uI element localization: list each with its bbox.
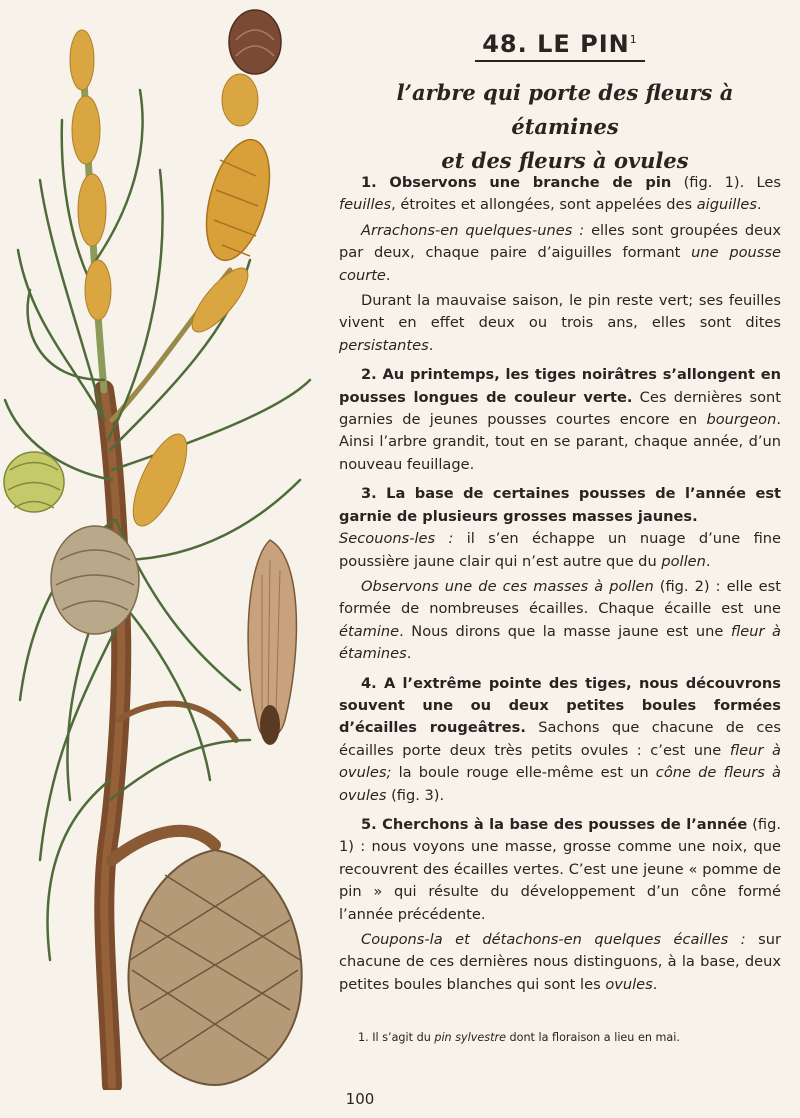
section-1b-paragraph <box>339 220 781 287</box>
green-cone-icon <box>4 452 64 512</box>
subtitle-line-2: et des fleurs à ovules <box>441 148 689 173</box>
text-run: (fig. 1). Les <box>671 174 782 191</box>
text-run: (fig. 3). <box>386 786 445 804</box>
text-run-italic: cône de fleurs à ovules <box>339 764 781 804</box>
section-3-heading: 3. La base de certaines pousses de l’année est garnie de plusieurs grosses masses jaunes. <box>339 485 781 525</box>
text-run: sur chacune de ces dernières nous distinguons, à la base, deux petites boules blanches qui sont les <box>339 931 782 993</box>
text-run-italic: Secouons-les : <box>339 530 454 548</box>
section-4-heading: 4. A l’extrême pointe des tiges, nous découvrons souvent une ou deux petites boules formées d’écailles rougeâtres. <box>339 674 781 737</box>
subtitle-line-1: l’arbre qui porte des fleurs à étamines <box>396 80 734 139</box>
text-run: 1. Il s’agit du <box>358 1031 435 1044</box>
page-title <box>475 30 645 62</box>
text-run: il s’en échappe un nuage d’une fine poussière jaune clair qui n’est autre que du <box>339 530 781 570</box>
text-run: (fig. 1) : nous voyons une masse, grosse comme une noix, que recouvrent des écailles vertes. C’est une jeune « pomme de pin » qui résulte du développement d’un cône formé l’année précédente. <box>339 815 781 923</box>
footnote <box>358 1031 788 1044</box>
text-run: Ces dernières sont garnies de jeunes pousses courtes encore en <box>339 388 781 429</box>
section-1-paragraph <box>339 172 781 217</box>
title-footnote-mark: 1 <box>629 33 638 46</box>
text-run: (fig. 2) : elle est formée de nombreuses écailles. Chaque écaille est une <box>339 577 781 618</box>
text-run: . <box>428 336 434 354</box>
section-3b-paragraph <box>339 576 781 666</box>
text-run: Sachons que chacune de ces écailles porte deux très petits ovules : c’est une <box>339 719 781 759</box>
pine-cone-icon <box>128 850 301 1085</box>
text-run-italic: ovules <box>605 975 653 993</box>
text-run: . <box>705 552 711 570</box>
young-cone-icon <box>51 526 139 634</box>
lesson-body <box>339 172 781 996</box>
section-3-paragraph <box>339 483 781 528</box>
text-run-italic: pin sylvestre <box>434 1031 506 1044</box>
text-run: . <box>406 645 412 663</box>
text-run-italic: persistantes <box>339 336 429 354</box>
text-run: . <box>652 975 658 993</box>
text-run: . Nous dirons que la masse jaune est une <box>399 622 731 640</box>
text-run-italic: fleur à ovules; <box>339 741 781 782</box>
section-2-paragraph <box>339 364 781 476</box>
text-run: . <box>756 196 762 214</box>
pine-branch-illustration <box>0 0 330 1090</box>
text-run: la boule rouge elle-même est un <box>391 764 656 782</box>
text-run-italic: Arrachons-en quelques-unes : <box>361 221 585 239</box>
text-run: . Ainsi l’arbre grandit, tout en se parant, chaque année, d’un nouveau feuillage. <box>339 411 781 473</box>
winged-seed-icon <box>248 540 296 745</box>
text-run-italic: fleur à étamines <box>339 622 781 663</box>
text-run: elles sont groupées deux par deux, chaque paire d’aiguilles formant <box>339 221 781 262</box>
section-5-paragraph <box>339 814 781 926</box>
section-5b-paragraph <box>339 929 781 996</box>
text-run: Durant la mauvaise saison, le pin reste vert; ses feuilles vivent en effet deux ou trois ans, elles sont dites <box>339 292 781 332</box>
text-run-italic: pollen <box>661 552 706 570</box>
female-cone-icon <box>222 10 281 126</box>
section-1c-paragraph <box>339 290 781 357</box>
page-subtitle <box>340 76 790 178</box>
section-1-heading: 1. Observons une branche de pin <box>361 174 672 191</box>
page-number: 100 <box>345 1090 375 1108</box>
section-3-text <box>339 528 781 573</box>
section-5-heading: 5. Cherchons à la base des pousses de l’année <box>361 815 748 833</box>
section-2-heading: 2. Au printemps, les tiges noirâtres s’allongent en pousses longues de couleur verte. <box>339 366 781 406</box>
text-run: , étroites et allongées, sont appelées des <box>391 196 697 214</box>
title-text: 48. LE PIN <box>482 30 630 58</box>
text-run-italic: Observons une de ces masses à pollen <box>361 577 654 595</box>
text-run-italic: bourgeon <box>706 411 777 429</box>
text-run-italic: étamine <box>339 622 400 640</box>
text-run: . <box>385 266 391 284</box>
text-run-italic: aiguilles <box>696 196 757 214</box>
pollen-cone-icon <box>195 133 281 267</box>
text-run-italic: Coupons-la et détachons-en quelques écailles : <box>361 931 746 948</box>
section-4-paragraph <box>339 673 781 807</box>
text-run-italic: feuilles <box>339 196 392 214</box>
text-run-italic: une pousse courte <box>339 244 781 284</box>
text-run: dont la floraison a lieu en mai. <box>505 1031 680 1044</box>
